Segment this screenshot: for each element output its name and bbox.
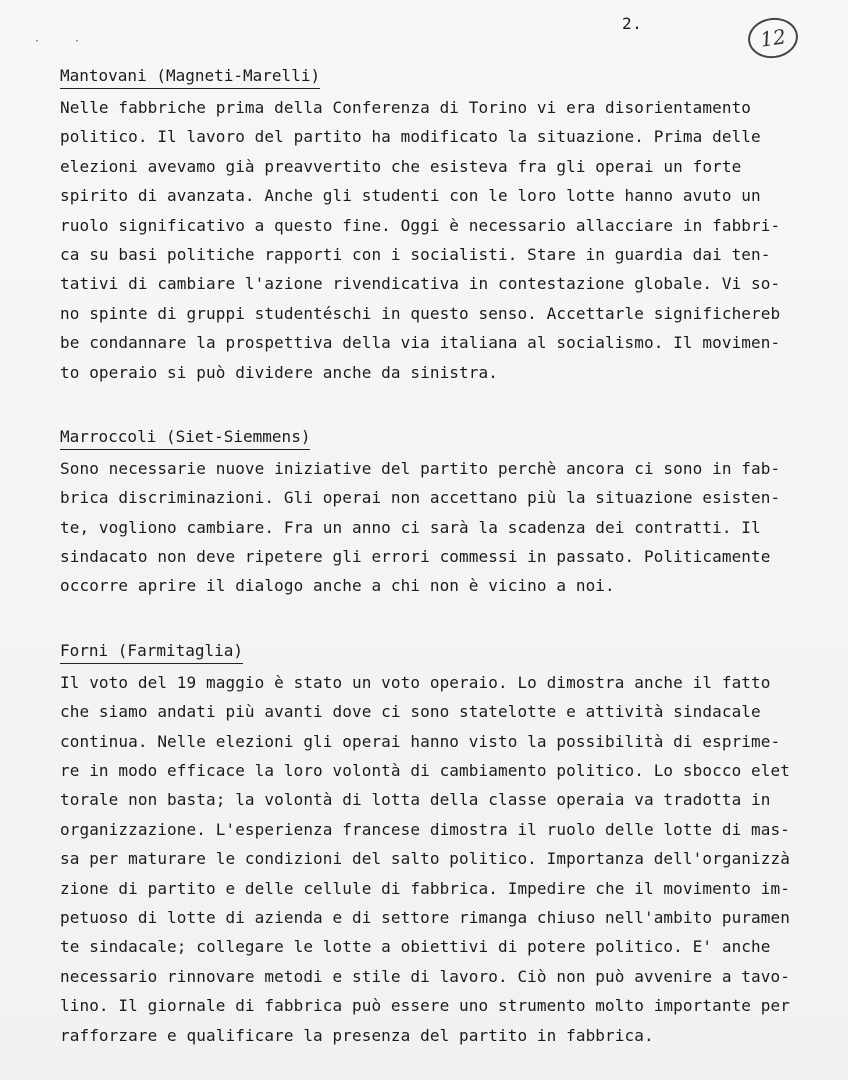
speaker-section xyxy=(60,64,820,387)
text-line: sa per maturare le condizioni del salto politico. Importanza dell'organizzà xyxy=(60,849,790,869)
text-line: no spinte di gruppi studentéschi in questo senso. Accettarle significhereb xyxy=(60,303,781,323)
text-line: te sindacale; collegare le lotte a obiettivi di potere politico. E' anche xyxy=(60,937,771,957)
text-line: tativi di cambiare l'azione rivendicativa in contestazione globale. Vi so- xyxy=(60,274,781,294)
text-line: continua. Nelle elezioni gli operai hanno visto la possibilità di esprime- xyxy=(60,731,781,751)
edge-marks: · · xyxy=(34,36,95,47)
typescript-body xyxy=(60,64,820,1050)
text-line: be condannare la prospettiva della via italiana al socialismo. Il movimen- xyxy=(60,333,781,353)
speaker-heading: Marroccoli (Siet-Siemmens) xyxy=(60,425,310,450)
speaker-section xyxy=(60,425,820,601)
text-line: lino. Il giornale di fabbrica può essere uno strumento molto importante per xyxy=(60,996,790,1016)
section-gap xyxy=(60,601,820,639)
page-number: 2. xyxy=(622,14,643,33)
text-line: Nelle fabbriche prima della Conferenza di Torino vi era disorientamento xyxy=(60,98,752,117)
text-line: occorre aprire il dialogo anche a chi non è vicino a noi. xyxy=(60,576,615,596)
text-line: re in modo efficace la loro volontà di cambiamento politico. Lo sbocco elet xyxy=(60,761,790,781)
text-line: to operaio si può dividere anche da sinistra. xyxy=(60,362,498,382)
speaker-heading: Mantovani (Magneti-Marelli) xyxy=(60,64,320,89)
text-line: Il voto del 19 maggio è stato un voto operaio. Lo dimostra anche il fatto xyxy=(60,672,771,692)
text-line: politico. Il lavoro del partito ha modificato la situazione. Prima delle xyxy=(60,127,761,147)
speaker-section xyxy=(60,639,820,1050)
text-line: brica discriminazioni. Gli operai non accettano più la situazione esisten- xyxy=(60,488,781,508)
text-line: che siamo andati più avanti dove ci sono statelotte e attività sindacale xyxy=(60,702,761,722)
text-line: torale non basta; la volontà di lotta della classe operaia va tradotta in xyxy=(60,790,771,810)
section-gap xyxy=(60,387,820,425)
text-line: organizzazione. L'esperienza francese dimostra il ruolo delle lotte di mas- xyxy=(60,819,790,839)
text-line: te, vogliono cambiare. Fra un anno ci sarà la scadenza dei contratti. Il xyxy=(60,517,761,537)
speaker-heading: Forni (Farmitaglia) xyxy=(60,639,243,664)
handwritten-folio-number: 12 xyxy=(745,15,800,62)
text-line: ruolo significativo a questo fine. Oggi è necessario allacciare in fabbri- xyxy=(60,215,781,235)
text-line: elezioni avevamo già preavvertito che esisteva fra gli operai un forte xyxy=(60,156,742,176)
text-line: petuoso di lotte di azienda e di settore rimanga chiuso nell'ambito puramen xyxy=(60,907,790,927)
text-line: ca su basi politiche rapporti con i socialisti. Stare in guardia dai ten- xyxy=(60,244,771,264)
text-line: necessario rinnovare metodi e stile di lavoro. Ciò non può avvenire a tavo- xyxy=(60,966,790,986)
text-line: spirito di avanzata. Anche gli studenti con le loro lotte hanno avuto un xyxy=(60,186,761,206)
text-line: zione di partito e delle cellule di fabbrica. Impedire che il movimento im- xyxy=(60,878,790,898)
text-line: rafforzare e qualificare la presenza del partito in fabbrica. xyxy=(60,1025,654,1045)
text-line: sindacato non deve ripetere gli errori commessi in passato. Politicamente xyxy=(60,547,771,567)
text-line: Sono necessarie nuove iniziative del partito perchè ancora ci sono in fab- xyxy=(60,458,781,478)
